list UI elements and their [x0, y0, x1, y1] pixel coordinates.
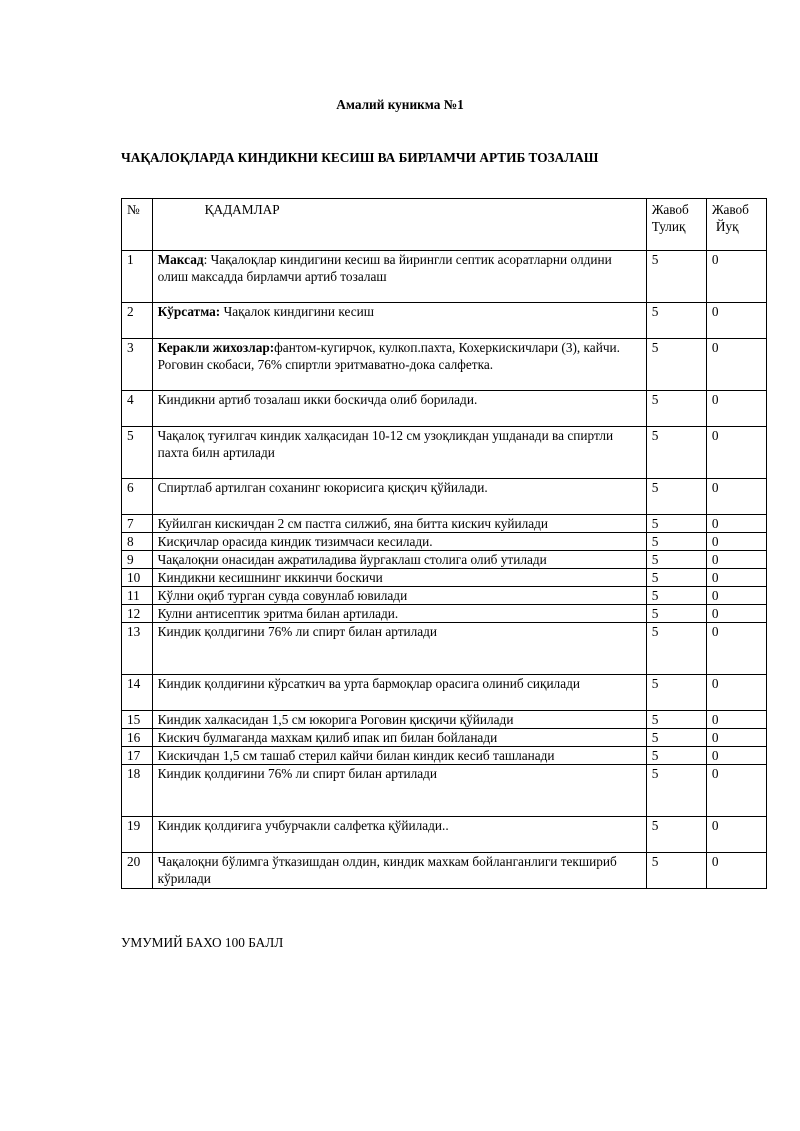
steps-table — [121, 198, 767, 889]
row-step — [152, 605, 646, 623]
header-yes-line2: Тулиқ — [651, 219, 686, 234]
table-row — [122, 817, 767, 853]
header-no — [706, 199, 766, 251]
step-text: Чақалоқ туғилгач киндик халқасидан 10-12 см узоқликдан ушданади ва спиртли пахта билн артилади — [157, 428, 614, 460]
row-score-full: 5 — [646, 587, 706, 605]
row-score-none: 0 — [706, 479, 766, 515]
row-score-none: 0 — [706, 605, 766, 623]
step-text: Киндикни артиб тозалаш икки боскичда олиб борилади. — [157, 392, 478, 407]
row-score-full: 5 — [646, 251, 706, 303]
step-text: Спиртлаб артилган соханинг юкорисига қисқич қўйилади. — [157, 480, 488, 495]
table-body — [122, 251, 767, 889]
row-number: 1 — [122, 251, 153, 303]
row-score-full: 5 — [646, 515, 706, 533]
step-text: Кискич булмаганда махкам қилиб ипак ип билан бойланади — [157, 730, 498, 745]
header-yes — [646, 199, 706, 251]
row-step — [152, 427, 646, 479]
row-step — [152, 569, 646, 587]
row-number: 10 — [122, 569, 153, 587]
step-text: Кўлни оқиб турган сувда совунлаб ювилади — [157, 588, 408, 603]
header-no-line1: Жавоб — [711, 202, 749, 217]
row-step — [152, 817, 646, 853]
table-row — [122, 623, 767, 675]
step-text: Киндик қолдиғига учбурчакли салфетка қўйилади.. — [157, 818, 449, 833]
row-step — [152, 747, 646, 765]
row-step — [152, 711, 646, 729]
row-score-full: 5 — [646, 427, 706, 479]
step-text: Кискичдан 1,5 см ташаб стерил кайчи билан киндик кесиб ташланади — [157, 748, 555, 763]
row-number: 11 — [122, 587, 153, 605]
row-step — [152, 853, 646, 889]
row-number: 15 — [122, 711, 153, 729]
row-score-full: 5 — [646, 533, 706, 551]
row-score-none: 0 — [706, 587, 766, 605]
row-score-full: 5 — [646, 479, 706, 515]
header-steps: ҚАДАМЛАР — [152, 199, 646, 251]
row-score-full: 5 — [646, 391, 706, 427]
row-step — [152, 391, 646, 427]
table-row — [122, 251, 767, 303]
row-number: 16 — [122, 729, 153, 747]
row-number: 5 — [122, 427, 153, 479]
row-step — [152, 339, 646, 391]
step-text: Кисқичлар орасида киндик тизимчаси кесилади. — [157, 534, 433, 549]
document-subtitle: Амалий куникма №1 — [336, 97, 464, 112]
row-score-none: 0 — [706, 427, 766, 479]
table-row — [122, 533, 767, 551]
row-score-full: 5 — [646, 853, 706, 889]
row-score-none: 0 — [706, 675, 766, 711]
table-header-row — [122, 199, 767, 251]
row-score-none: 0 — [706, 303, 766, 339]
row-number: 8 — [122, 533, 153, 551]
header-yes-line1: Жавоб — [651, 202, 689, 217]
step-text: : Чақалоқлар киндигини кесиш ва йирингли септик асоратларни олдини олиш максадда бирламчи артиб тозалаш — [157, 252, 612, 284]
table-row — [122, 427, 767, 479]
table-row — [122, 747, 767, 765]
row-score-full: 5 — [646, 817, 706, 853]
row-score-full: 5 — [646, 551, 706, 569]
row-score-none: 0 — [706, 817, 766, 853]
table-row — [122, 587, 767, 605]
row-step — [152, 515, 646, 533]
row-step — [152, 303, 646, 339]
row-step — [152, 551, 646, 569]
row-score-none: 0 — [706, 765, 766, 817]
row-score-none: 0 — [706, 515, 766, 533]
step-text: Киндикни кесишнинг иккинчи боскичи — [157, 570, 383, 585]
step-lead-label: Керакли жихозлар: — [157, 340, 275, 355]
row-step — [152, 587, 646, 605]
row-score-full: 5 — [646, 605, 706, 623]
step-text: Киндик қолдигини 76% ли спирт билан артилади — [157, 624, 438, 639]
row-score-none: 0 — [706, 533, 766, 551]
table-row — [122, 605, 767, 623]
row-number: 14 — [122, 675, 153, 711]
table-row — [122, 339, 767, 391]
row-score-full: 5 — [646, 569, 706, 587]
step-text: Киндик қолдиғини 76% ли спирт билан артилади — [157, 766, 438, 781]
row-number: 18 — [122, 765, 153, 817]
row-score-full: 5 — [646, 303, 706, 339]
row-step — [152, 765, 646, 817]
step-text: Кулни антисептик эритма билан артилади. — [157, 606, 399, 621]
step-lead-label: Максад — [157, 252, 204, 267]
table-row — [122, 729, 767, 747]
document-title: ЧАҚАЛОҚЛАРДА КИНДИКНИ КЕСИШ ВА БИРЛАМЧИ АРТИБ ТОЗАЛАШ — [121, 150, 599, 165]
table-row — [122, 765, 767, 817]
row-number: 13 — [122, 623, 153, 675]
total-score: УМУМИЙ БАХО 100 БАЛЛ — [121, 935, 284, 950]
row-score-full: 5 — [646, 675, 706, 711]
step-text: Киндик халкасидан 1,5 см юкорига Роговин қисқичи қўйилади — [157, 712, 514, 727]
row-step — [152, 623, 646, 675]
row-number: 3 — [122, 339, 153, 391]
step-text: Киндик қолдиғини кўрсаткич ва урта бармоқлар орасига олиниб сиқилади — [157, 676, 580, 691]
row-score-none: 0 — [706, 551, 766, 569]
row-step — [152, 251, 646, 303]
table-row — [122, 551, 767, 569]
table-row — [122, 675, 767, 711]
step-text: Чақалоқни онасидан ажратиладива йургаклаш столига олиб утилади — [157, 552, 547, 567]
row-step — [152, 675, 646, 711]
step-text: Чақалок киндигини кесиш — [220, 304, 374, 319]
row-number: 7 — [122, 515, 153, 533]
row-score-none: 0 — [706, 339, 766, 391]
row-score-none: 0 — [706, 711, 766, 729]
table-row — [122, 515, 767, 533]
row-score-full: 5 — [646, 623, 706, 675]
row-number: 2 — [122, 303, 153, 339]
row-number: 20 — [122, 853, 153, 889]
row-number: 12 — [122, 605, 153, 623]
row-number: 6 — [122, 479, 153, 515]
row-step — [152, 479, 646, 515]
row-score-none: 0 — [706, 391, 766, 427]
header-no-line2: Йуқ — [715, 219, 739, 234]
row-score-none: 0 — [706, 853, 766, 889]
row-score-full: 5 — [646, 747, 706, 765]
step-text: Куйилган кискичдан 2 см пастга силжиб, яна битта кискич куйилади — [157, 516, 549, 531]
row-score-full: 5 — [646, 729, 706, 747]
row-number: 19 — [122, 817, 153, 853]
row-score-full: 5 — [646, 339, 706, 391]
row-score-none: 0 — [706, 251, 766, 303]
row-number: 17 — [122, 747, 153, 765]
row-score-none: 0 — [706, 569, 766, 587]
header-num: № — [122, 199, 153, 251]
table-row — [122, 853, 767, 889]
row-score-none: 0 — [706, 729, 766, 747]
step-lead-label: Кўрсатма: — [157, 304, 221, 319]
row-score-none: 0 — [706, 747, 766, 765]
row-score-none: 0 — [706, 623, 766, 675]
table-row — [122, 391, 767, 427]
table-row — [122, 711, 767, 729]
table-row — [122, 479, 767, 515]
row-score-full: 5 — [646, 711, 706, 729]
step-text: Чақалоқни бўлимга ўтказишдан олдин, киндик махкам бойланганлиги текшириб кўрилади — [157, 854, 617, 886]
table-row — [122, 569, 767, 587]
step-text: фантом-кугирчок, кулкоп.пахта, Кохеркискичлари (3), кайчи. Роговин скобаси, 76% спиртли эритмаватно-дока салфетка. — [157, 340, 620, 372]
row-score-full: 5 — [646, 765, 706, 817]
row-step — [152, 533, 646, 551]
row-number: 4 — [122, 391, 153, 427]
row-step — [152, 729, 646, 747]
row-number: 9 — [122, 551, 153, 569]
table-row — [122, 303, 767, 339]
